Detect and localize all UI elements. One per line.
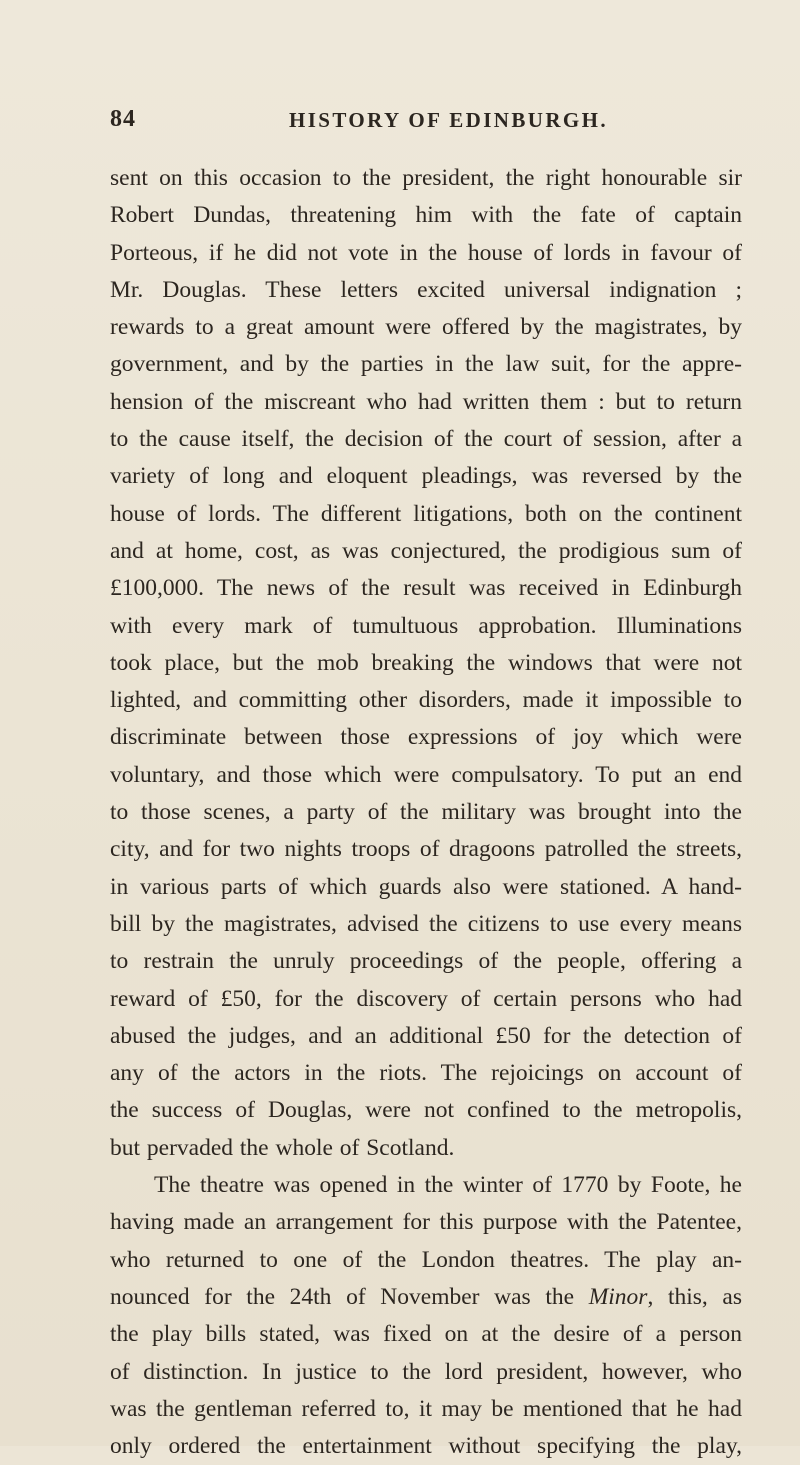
text-line: Porteous, if he did not vote in the house of lords in favour of (110, 239, 742, 266)
body-text (110, 160, 742, 1465)
text-line: having made an arrangement for this purpose with the Patentee, (110, 1209, 742, 1236)
play-title: Minor (588, 1283, 648, 1310)
text-line: was the gentleman referred to, it may be mentioned that he had (110, 1395, 742, 1422)
text-line: abused the judges, and an additional £50 for the detection of (110, 1022, 742, 1049)
page-number: 84 (110, 106, 136, 132)
text-line: £100,000. The news of the result was received in Edinburgh (110, 575, 742, 602)
text-line: sent on this occasion to the president, the right honourable sir (110, 165, 742, 191)
text-line: of distinction. In justice to the lord president, however, who (110, 1358, 742, 1385)
text-line: Robert Dundas, threatening him with the fate of captain (110, 202, 742, 229)
text-line: to those scenes, a party of the military was brought into the (110, 799, 742, 826)
text-line: who returned to one of the London theatres. The play an- (110, 1246, 742, 1273)
text-line: the play bills stated, was fixed on at the desire of a person (110, 1321, 742, 1348)
text-line: voluntary, and those which were compulsatory. To put an end (110, 761, 742, 788)
text-segment: , this, as (647, 1283, 743, 1310)
text-segment: nounced for the 24th of November was the (110, 1283, 575, 1310)
text-line: any of the actors in the riots. The rejoicings on account of (110, 1060, 742, 1087)
text-line: reward of £50, for the discovery of certain persons who had (110, 985, 742, 1012)
text-line: city, and for two nights troops of dragoons patrolled the streets, (110, 836, 742, 863)
text-line: to the cause itself, the decision of the court of session, after a (110, 426, 742, 453)
text-line: to restrain the unruly proceedings of the people, offering a (110, 948, 742, 975)
text-line: variety of long and eloquent pleadings, was reversed by the (110, 463, 742, 490)
text-line: Mr. Douglas. These letters excited universal indignation ; (110, 276, 742, 303)
running-head (0, 106, 800, 138)
paragraph-end-line: but pervaded the whole of Scotland. (110, 1134, 455, 1161)
paragraph-start-line: The theatre was opened in the winter of 1770 by Foote, he (154, 1172, 742, 1199)
text-line: in various parts of which guards also were stationed. A hand- (110, 873, 742, 900)
text-line: with every mark of tumultuous approbation. Illuminations (110, 612, 742, 639)
text-line: the success of Douglas, were not confined to the metropolis, (110, 1097, 742, 1124)
text-line: government, and by the parties in the law suit, for the appre- (110, 351, 742, 378)
text-line: hension of the miscreant who had written them : but to return (110, 388, 742, 415)
running-title: HISTORY OF EDINBURGH. (289, 108, 609, 132)
text-line: rewards to a great amount were offered by the magistrates, by (110, 314, 742, 341)
text-line: discriminate between those expressions of joy which were (110, 724, 742, 751)
text-line: took place, but the mob breaking the windows that were not (110, 649, 742, 676)
text-line: lighted, and committing other disorders, made it impossible to (110, 687, 742, 714)
text-line-with-title (110, 1279, 742, 1316)
text-line: house of lords. The different litigations, both on the continent (110, 500, 742, 527)
text-line: bill by the magistrates, advised the citizens to use every means (110, 910, 742, 937)
text-line: and at home, cost, as was conjectured, the prodigious sum of (110, 537, 742, 564)
text-line: only ordered the entertainment without specifying the play, (110, 1433, 742, 1460)
